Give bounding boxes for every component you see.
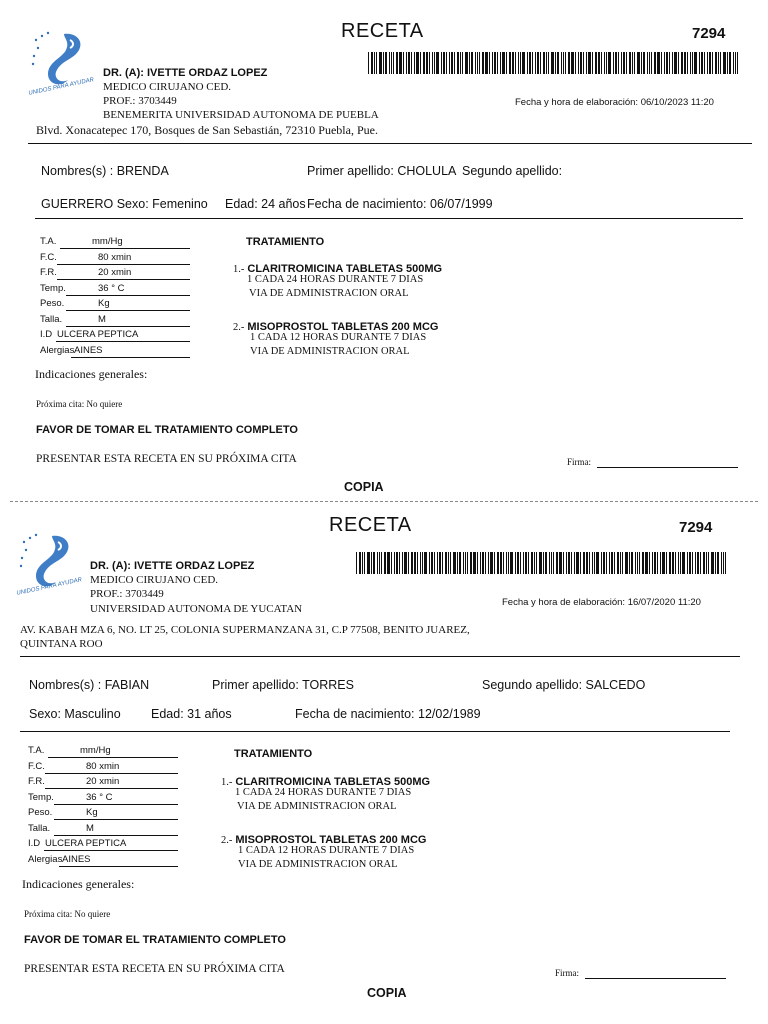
firma-line	[597, 467, 738, 468]
vital-row	[28, 745, 178, 759]
barcode	[368, 52, 740, 74]
vital-value: ULCERA PEPTICA	[57, 329, 139, 340]
patient-nacimiento: Fecha de nacimiento: 06/07/1999	[307, 197, 493, 211]
vital-label: F.R.	[28, 776, 45, 787]
vital-row	[28, 823, 178, 837]
vital-underline	[66, 326, 190, 327]
vital-label: Peso.	[28, 807, 53, 818]
recipe-title: RECETA	[329, 514, 412, 536]
vital-row	[28, 761, 178, 775]
vital-underline	[57, 279, 190, 280]
vital-underline	[45, 773, 178, 774]
firma-line	[585, 978, 726, 979]
vital-row	[40, 345, 190, 359]
medication-dose: 1 CADA 12 HORAS DURANTE 7 DIAS	[250, 332, 427, 343]
doctor-name: DR. (A): IVETTE ORDAZ LOPEZ	[90, 560, 255, 572]
vital-row	[40, 329, 190, 343]
doctor-prof: PROF.: 3703449	[90, 588, 164, 600]
patient-segundo-apellido: Segundo apellido:	[462, 164, 563, 178]
vital-value: AINES	[74, 344, 103, 356]
vital-value: M	[98, 313, 106, 325]
firma-label: Firma:	[567, 457, 591, 467]
fecha-elaboracion: Fecha y hora de elaboración: 16/07/2020 11:20	[502, 597, 701, 608]
medication-name: MISOPROSTOL TABLETAS 200 MCG	[235, 834, 427, 846]
doctor-prof: PROF.: 3703449	[103, 95, 177, 107]
vital-label: Peso.	[40, 298, 65, 309]
patient-nombres: Nombres(s) : BRENDA	[41, 164, 169, 178]
doctor-address-line2: QUINTANA ROO	[20, 638, 103, 650]
vital-underline	[60, 248, 190, 249]
medication-via: VIA DE ADMINISTRACION ORAL	[249, 288, 409, 299]
vital-value: M	[86, 822, 94, 834]
patient-segundo-apellido: Segundo apellido: SALCEDO	[482, 678, 646, 692]
vital-row	[40, 283, 190, 297]
patient-primer-apellido: Primer apellido: TORRES	[212, 678, 354, 692]
vital-label: F.C.	[40, 251, 57, 263]
folio-number: 7294	[692, 25, 726, 42]
patient-edad: Edad: 31 años	[151, 707, 232, 721]
vital-label: F.C.	[28, 760, 45, 772]
barcode	[356, 552, 728, 574]
vital-row	[40, 267, 190, 281]
vital-value: 20 xmin	[98, 267, 132, 278]
fecha-elaboracion: Fecha y hora de elaboración: 06/10/2023 11:20	[515, 97, 714, 108]
proxima-cita: Próxima cita: No quiere	[36, 399, 123, 409]
vital-value: mm/Hg	[80, 745, 111, 756]
vital-label: Talla.	[40, 313, 63, 325]
doctor-address: Blvd. Xonacatepec 170, Bosques de San Sebastián, 72310 Puebla, Pue.	[36, 123, 378, 137]
vital-label: I.D	[40, 329, 53, 340]
patient-nombres: Nombres(s) : FABIAN	[29, 678, 150, 692]
vital-value: 80 xmin	[98, 251, 132, 263]
folio-number: 7294	[679, 519, 713, 536]
vital-underline	[44, 850, 178, 851]
vital-value: Kg	[86, 807, 98, 818]
vital-underline	[66, 295, 190, 296]
medication-via: VIA DE ADMINISTRACION ORAL	[237, 801, 397, 812]
vital-underline	[59, 866, 178, 867]
medication-name: MISOPROSTOL TABLETAS 200 MCG	[247, 321, 439, 333]
vital-underline	[54, 804, 178, 805]
vital-value: 20 xmin	[86, 776, 120, 787]
indicaciones-label: Indicaciones generales:	[22, 877, 135, 891]
vital-row	[40, 252, 190, 266]
vital-row	[40, 314, 190, 328]
vital-label: Temp.	[28, 791, 54, 803]
indicaciones-label: Indicaciones generales:	[35, 367, 148, 381]
vital-value: Kg	[98, 298, 110, 309]
doctor-name: DR. (A): IVETTE ORDAZ LOPEZ	[103, 67, 268, 79]
vital-label: F.R.	[40, 267, 57, 278]
presentar-notice: PRESENTAR ESTA RECETA EN SU PRÓXIMA CITA	[36, 453, 297, 465]
medication-number: 1.-	[221, 777, 233, 788]
patient-primer-apellido: Primer apellido: CHOLULA	[307, 164, 457, 178]
firma-label: Firma:	[555, 968, 579, 978]
medication-number: 2.-	[221, 835, 233, 846]
patient-sexo: Sexo: Masculino	[29, 707, 121, 721]
medication-dose: 1 CADA 24 HORAS DURANTE 7 DIAS	[235, 787, 412, 798]
medication-via: VIA DE ADMINISTRACION ORAL	[250, 346, 410, 357]
vital-underline	[56, 341, 190, 342]
vital-value: mm/Hg	[92, 236, 123, 247]
vital-value: 36 ° C	[86, 791, 113, 803]
vital-underline	[54, 835, 178, 836]
vital-underline	[54, 819, 178, 820]
vital-label: Talla.	[28, 822, 51, 834]
cut-line	[10, 501, 758, 502]
logo-text: UNIDOS PARA AYUDAR	[16, 577, 83, 597]
proxima-cita: Próxima cita: No quiere	[24, 909, 111, 919]
recipe-title: RECETA	[341, 20, 424, 42]
tratamiento-label: TRATAMIENTO	[234, 748, 313, 760]
doctor-university: UNIVERSIDAD AUTONOMA DE YUCATAN	[90, 603, 303, 615]
medication-number: 2.-	[233, 322, 245, 333]
vital-label: Alergias	[40, 344, 75, 356]
vital-label: T.A.	[28, 745, 45, 756]
vital-value: ULCERA PEPTICA	[45, 838, 127, 849]
vital-underline	[71, 357, 190, 358]
vital-value: AINES	[62, 853, 91, 865]
logo-text: UNIDOS PARA AYUDAR	[28, 77, 95, 97]
copia-label: COPIA	[367, 986, 407, 1000]
patient-sexo: GUERRERO Sexo: Femenino	[41, 197, 208, 211]
medication-dose: 1 CADA 12 HORAS DURANTE 7 DIAS	[238, 845, 415, 856]
vital-row	[28, 854, 178, 868]
vital-underline	[45, 788, 178, 789]
vital-underline	[66, 310, 190, 311]
medication-via: VIA DE ADMINISTRACION ORAL	[238, 859, 398, 870]
vital-row	[40, 236, 190, 250]
vital-underline	[48, 757, 178, 758]
vital-label: I.D	[28, 838, 41, 849]
vital-value: 80 xmin	[86, 760, 120, 772]
doctor-address: AV. KABAH MZA 6, NO. LT 25, COLONIA SUPERMANZANA 31, C.P 77508, BENITO JUAREZ,	[20, 624, 470, 636]
medication-dose: 1 CADA 24 HORAS DURANTE 7 DIAS	[247, 274, 424, 285]
doctor-university: BENEMERITA UNIVERSIDAD AUTONOMA DE PUEBLA	[103, 109, 379, 121]
vital-row	[28, 776, 178, 790]
vital-label: Alergias	[28, 853, 63, 865]
medication-number: 1.-	[233, 264, 245, 275]
presentar-notice: PRESENTAR ESTA RECETA EN SU PRÓXIMA CITA	[24, 963, 285, 975]
vital-row	[28, 807, 178, 821]
doctor-specialty: MEDICO CIRUJANO CED.	[103, 81, 232, 93]
patient-nacimiento: Fecha de nacimiento: 12/02/1989	[295, 707, 481, 721]
vital-row	[40, 298, 190, 312]
vital-underline	[57, 264, 190, 265]
medication-name: CLARITROMICINA TABLETAS 500MG	[247, 263, 443, 275]
vital-label: T.A.	[40, 236, 57, 247]
vital-value: 36 ° C	[98, 282, 125, 294]
medication-name: CLARITROMICINA TABLETAS 500MG	[235, 776, 431, 788]
vital-row	[28, 838, 178, 852]
vital-row	[28, 792, 178, 806]
vital-label: Temp.	[40, 282, 66, 294]
favor-notice: FAVOR DE TOMAR EL TRATAMIENTO COMPLETO	[24, 934, 286, 946]
favor-notice: FAVOR DE TOMAR EL TRATAMIENTO COMPLETO	[36, 424, 298, 436]
tratamiento-label: TRATAMIENTO	[246, 236, 325, 248]
doctor-specialty: MEDICO CIRUJANO CED.	[90, 574, 219, 586]
copia-label: COPIA	[344, 480, 384, 494]
patient-edad: Edad: 24 años	[225, 197, 306, 211]
